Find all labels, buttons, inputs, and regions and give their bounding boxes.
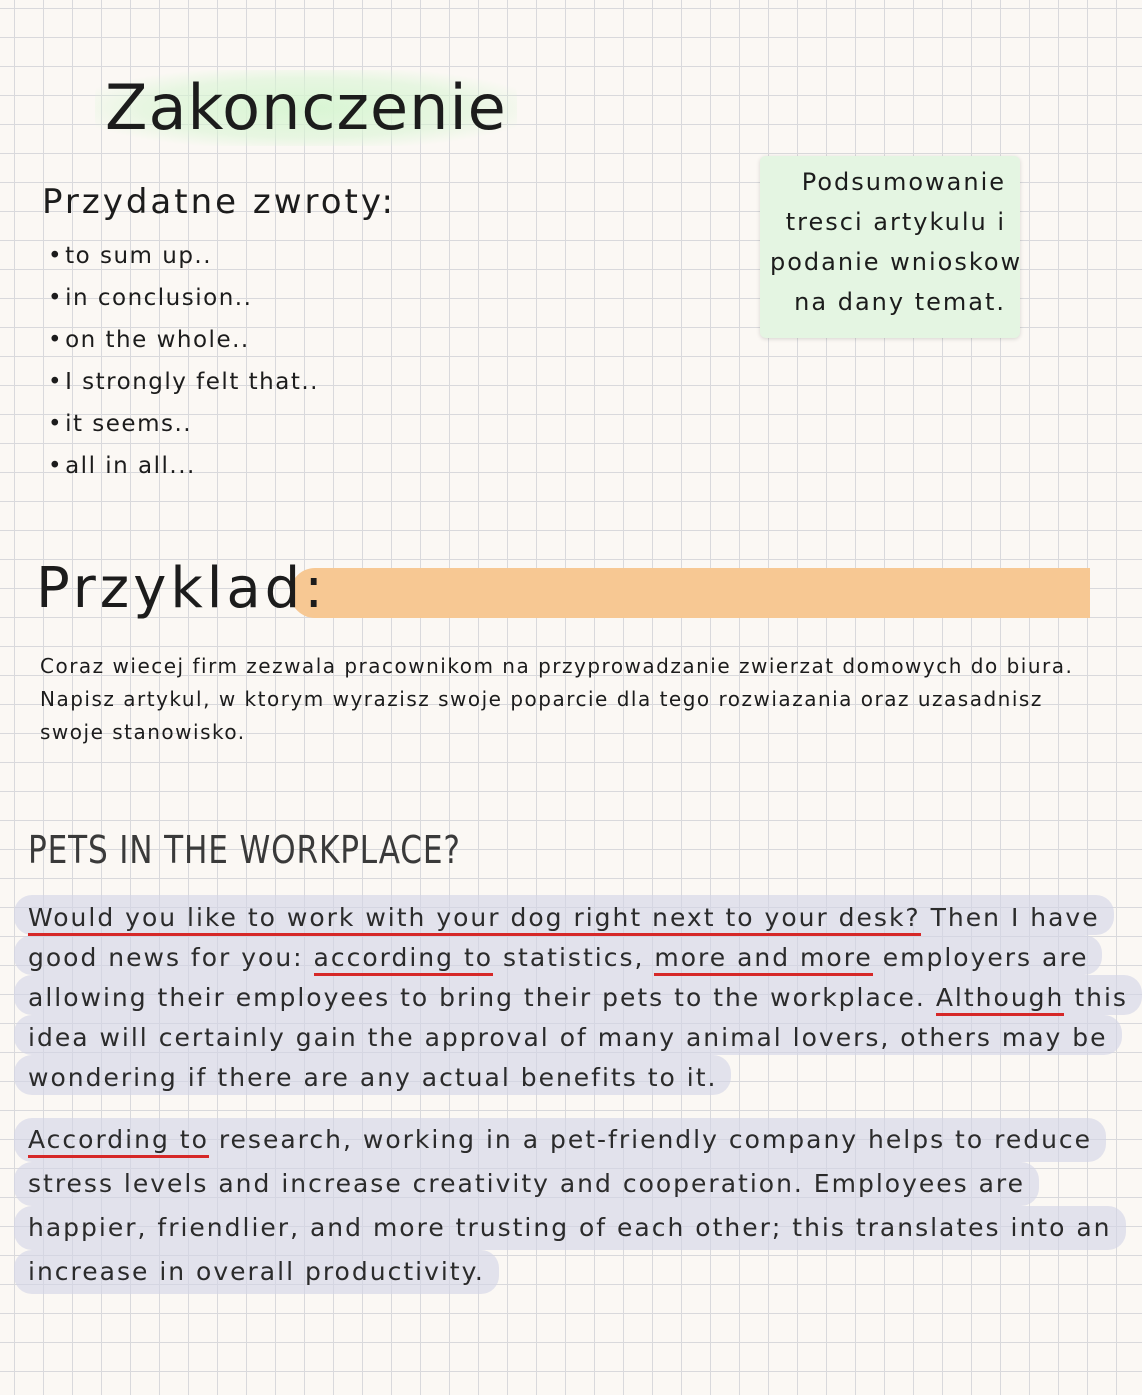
phrase-item: • I strongly felt that..	[48, 361, 319, 403]
line-text: allowing their employees to bring their pets to the workplace.	[28, 983, 936, 1012]
paragraph-line: increase in overall productivity.	[14, 1250, 499, 1294]
paragraph-line	[14, 1118, 1106, 1162]
paragraph-line: idea will certainly gain the approval of many animal lovers, others may be	[14, 1015, 1122, 1055]
line-text: research, working in a pet-friendly company helps to reduce	[208, 1125, 1093, 1154]
paragraph-line	[14, 975, 1142, 1015]
phrase-item: • on the whole..	[48, 319, 319, 361]
line-text: Then I have	[920, 903, 1100, 932]
underlined-phrase: according to	[314, 943, 494, 976]
summary-line: Podsumowanie	[801, 168, 1006, 196]
underlined-phrase: more and more	[654, 943, 872, 976]
phrase-item: • in conclusion..	[48, 277, 319, 319]
heading-highlight-bar	[290, 568, 1090, 618]
summary-note	[760, 156, 1023, 338]
summary-line: na dany temat.	[794, 288, 1006, 316]
line-text: good news for you:	[28, 943, 314, 972]
article-paragraph-1	[14, 895, 1128, 1095]
phrase-item: • all in all...	[48, 445, 319, 487]
paragraph-line: wondering if there are any actual benefits to it.	[14, 1055, 731, 1095]
phrase-item: • it seems..	[48, 403, 319, 445]
useful-phrases-list	[48, 235, 319, 487]
line-text: employers are	[872, 943, 1089, 972]
underlined-phrase: According to	[28, 1125, 209, 1158]
useful-phrases-heading: Przydatne zwroty:	[42, 182, 396, 222]
line-text: statistics,	[493, 943, 655, 972]
section-title: Zakonczenie	[95, 70, 517, 146]
underlined-phrase: Would you like to work with your dog right next to your desk?	[28, 903, 921, 936]
paragraph-line	[14, 895, 1114, 935]
phrase-item: • to sum up..	[48, 235, 319, 277]
summary-line: podanie wnioskow	[770, 248, 1023, 276]
paragraph-line	[14, 935, 1102, 975]
paragraph-line: happier, friendlier, and more trusting of each other; this translates into an	[14, 1206, 1126, 1250]
line-text: this	[1064, 983, 1128, 1012]
paragraph-line: stress levels and increase creativity and cooperation. Employees are	[14, 1162, 1039, 1206]
task-prompt	[40, 650, 1074, 749]
article-paragraph-2	[14, 1118, 1112, 1294]
prompt-line: swoje stanowisko.	[40, 720, 246, 744]
article-title: PETS IN THE WORKPLACE?	[28, 828, 461, 872]
summary-line: tresci artykulu i	[785, 208, 1006, 236]
underlined-phrase: Although	[936, 983, 1065, 1016]
example-heading: Przyklad:	[36, 556, 328, 621]
prompt-line: Napisz artykul, w ktorym wyrazisz swoje poparcie dla tego rozwiazania oraz uzasadnisz	[40, 687, 1043, 711]
prompt-line: Coraz wiecej firm zezwala pracownikom na przyprowadzanie zwierzat domowych do biura.	[40, 654, 1074, 678]
